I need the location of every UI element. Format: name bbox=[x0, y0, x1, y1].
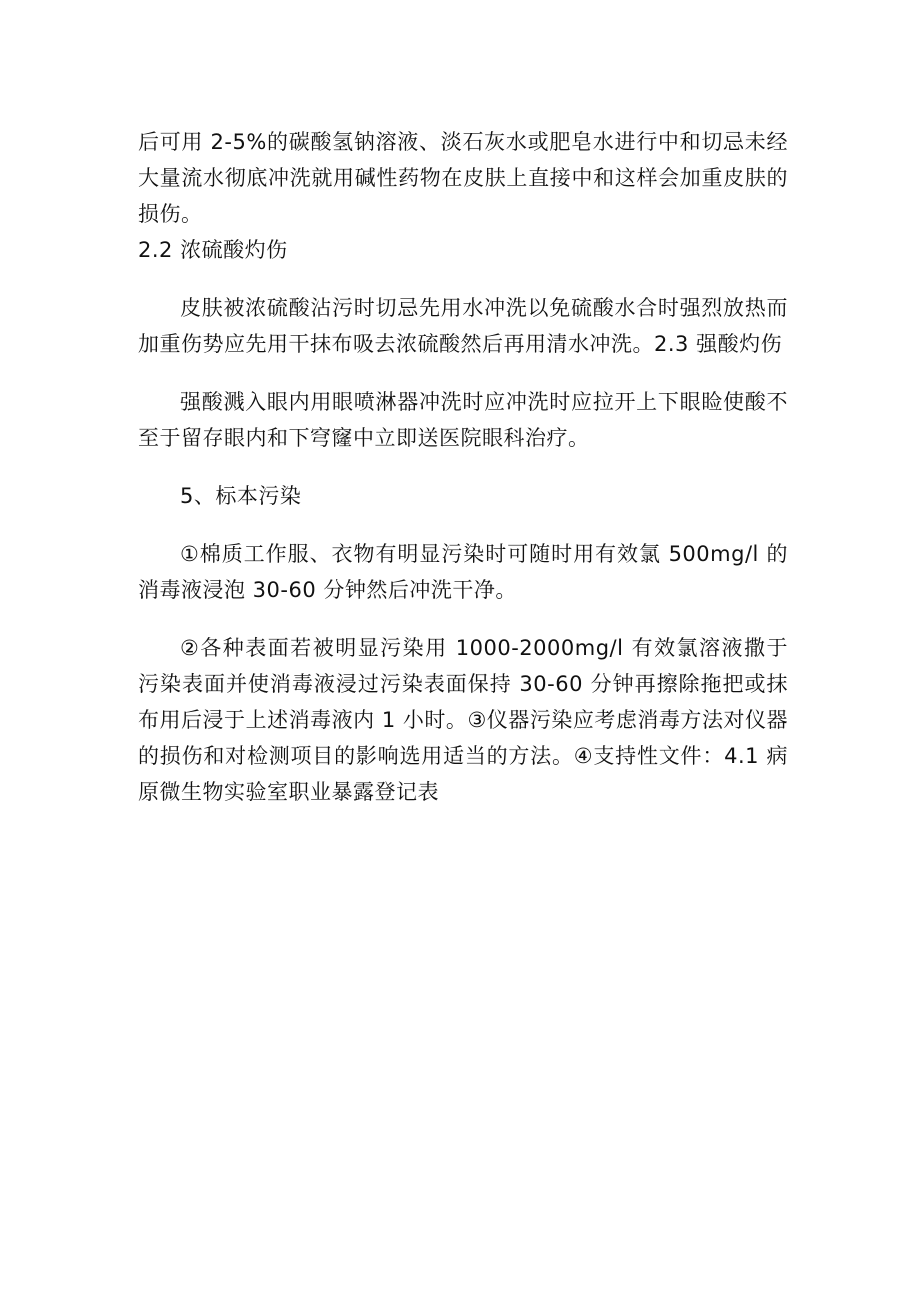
paragraph-sulfuric-acid: 皮肤被浓硫酸沾污时切忌先用水冲洗以免硫酸水合时强烈放热而加重伤势应先用干抹布吸去浓硫酸然后再用清水冲洗。2.3 强酸灼伤 bbox=[138, 296, 788, 356]
paragraph-eye-acid: 强酸溅入眼内用眼喷淋器冲洗时应冲洗时应拉开上下眼睑使酸不至于留存眼内和下穹窿中立即送医院眼科治疗。 bbox=[138, 390, 788, 450]
heading-sulfuric-acid-burn: 2.2 浓硫酸灼伤 bbox=[138, 238, 288, 262]
heading-specimen-contamination: 5、标本污染 bbox=[180, 484, 302, 508]
paragraph-neutralization: 后可用 2-5%的碳酸氢钠溶液、淡石灰水或肥皂水进行中和切忌未经大量流水彻底冲洗就用碱性药物在皮肤上直接中和这样会加重皮肤的损伤。 bbox=[138, 130, 788, 226]
paragraph-clothing-disinfection: ①棉质工作服、衣物有明显污染时可随时用有效氯 500mg/l 的消毒液浸泡 30-60 分钟然后冲洗干净。 bbox=[138, 542, 788, 602]
paragraph-surface-disinfection: ②各种表面若被明显污染用 1000-2000mg/l 有效氯溶液撒于污染表面并使消毒液浸过污染表面保持 30-60 分钟再擦除拖把或抹布用后浸于上述消毒液内 1 小时。③仪器污染应考虑消毒方法对仪器的损伤和对检测项目的影响选用适当的方法。④支持性文件：4.1 病原微生物实验室职业暴露登记表 bbox=[138, 636, 788, 804]
document-body bbox=[138, 124, 788, 810]
